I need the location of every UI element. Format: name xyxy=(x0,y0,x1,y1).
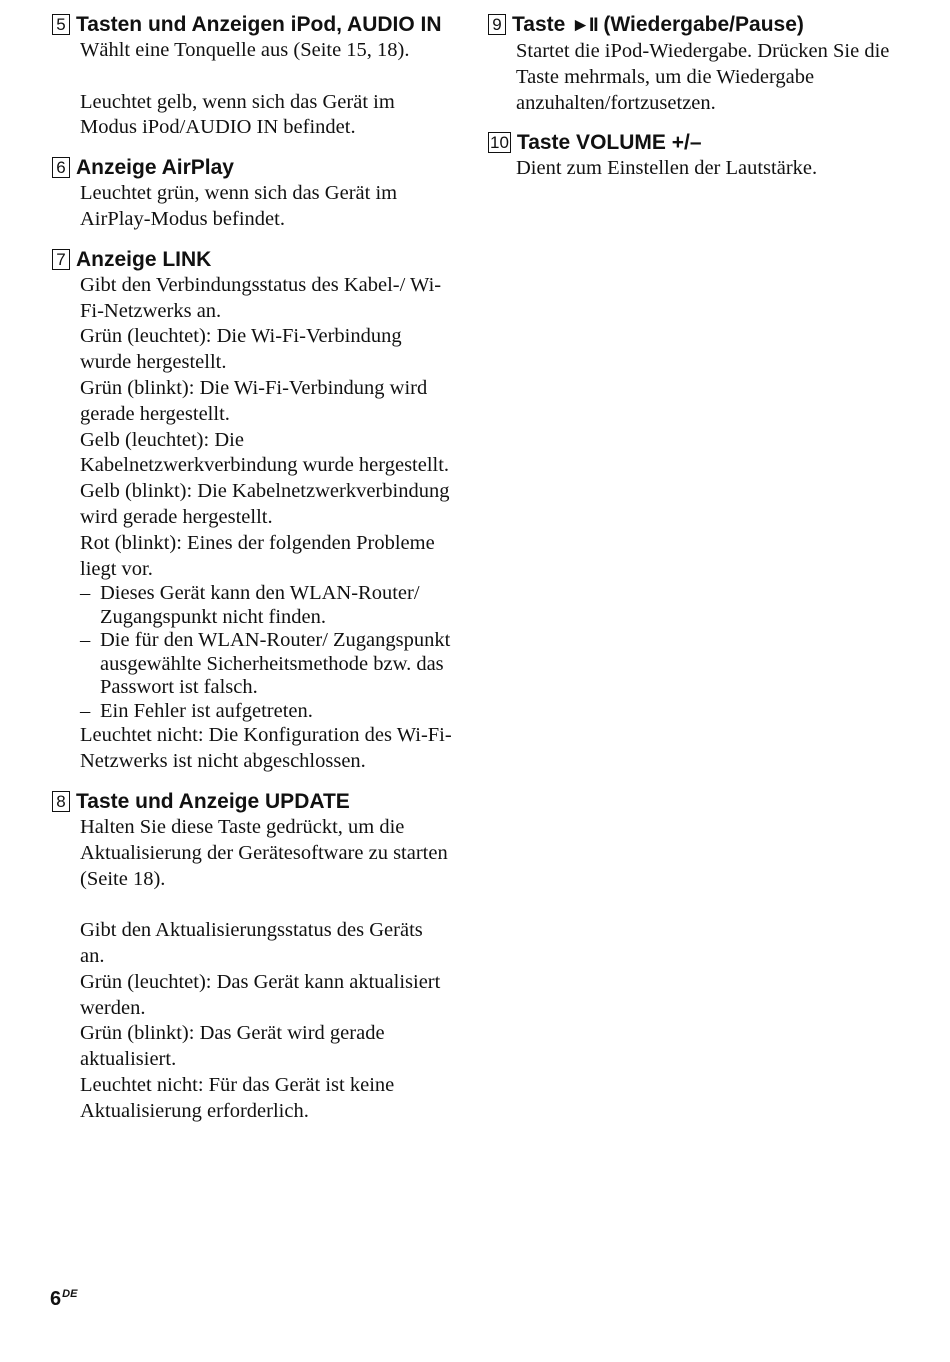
section-title: Taste VOLUME +/– xyxy=(516,131,702,155)
section-body xyxy=(80,815,452,1125)
section-heading xyxy=(488,12,908,39)
list-item: – Dieses Gerät kann den WLAN-Router/ Zugangspunkt nicht finden. xyxy=(80,582,452,629)
paragraph: Startet die iPod-Wiedergabe. Drücken Sie die Taste mehrmals, um die Wiedergabe anzuhalten/fortzusetzen. xyxy=(516,40,890,114)
section-body xyxy=(80,181,452,233)
section-title: Anzeige LINK xyxy=(76,247,212,271)
page-language-suffix: DE xyxy=(62,1288,78,1300)
section-volume xyxy=(488,130,908,182)
status-line: Gibt den Aktualisierungsstatus des Geräts an. xyxy=(80,919,423,967)
item-number-badge: 9 xyxy=(488,14,506,35)
section-heading xyxy=(52,155,452,181)
status-line: Grün (leuchtet): Das Gerät kann aktualisiert werden. xyxy=(80,970,441,1019)
item-number-badge: 6 xyxy=(52,157,70,178)
section-title: Taste und Anzeige UPDATE xyxy=(76,789,350,813)
item-number-badge: 10 xyxy=(490,133,509,153)
section-ipod-audio-in xyxy=(52,12,452,141)
status-line: Grün (blinkt): Die Wi-Fi-Verbindung wird gerade hergestellt. xyxy=(80,376,428,425)
page-number-value: 6 xyxy=(50,1288,62,1310)
section-title: Tasten und Anzeigen iPod, AUDIO IN xyxy=(76,13,442,36)
item-number-badge: 7 xyxy=(52,249,70,270)
right-column xyxy=(488,12,908,196)
paragraph: Leuchtet grün, wenn sich das Gerät im AirPlay-Modus befindet. xyxy=(80,182,398,230)
status-line: Gelb (blinkt): Die Kabelnetzwerkverbindung wird gerade hergestellt. xyxy=(80,480,450,528)
status-line: Leuchtet nicht: Für das Gerät ist keine Aktualisierung erforderlich. xyxy=(80,1073,395,1122)
section-heading xyxy=(488,130,908,156)
item-number-badge: 8 xyxy=(52,791,70,812)
page-number xyxy=(50,1288,77,1311)
status-line: Grün (leuchtet): Die Wi-Fi-Verbindung wurde hergestellt. xyxy=(80,325,402,374)
section-link xyxy=(52,247,452,775)
list-item: – Ein Fehler ist aufgetreten. xyxy=(80,700,452,724)
status-line: Gibt den Verbindungsstatus des Kabel-/ Wi-Fi-Netzwerks an. xyxy=(80,273,442,322)
section-airplay xyxy=(52,155,452,233)
status-line: Rot (blinkt): Eines der folgenden Probleme liegt vor. xyxy=(80,531,435,580)
problem-list xyxy=(80,582,452,723)
section-body xyxy=(80,38,452,141)
section-body xyxy=(516,39,908,116)
paragraph: Wählt eine Tonquelle aus (Seite 15, 18). xyxy=(80,39,410,61)
section-heading xyxy=(52,789,452,815)
status-line: Leuchtet nicht: Die Konfiguration des Wi-Fi-Netzwerks ist nicht abgeschlossen. xyxy=(80,724,452,773)
section-heading xyxy=(52,12,452,38)
section-update xyxy=(52,789,452,1125)
paragraph: Leuchtet gelb, wenn sich das Gerät im Modus iPod/AUDIO IN befindet. xyxy=(80,90,395,139)
play-pause-icon: ►II xyxy=(571,15,598,36)
title-suffix: (Wiedergabe/Pause) xyxy=(597,13,804,36)
section-body xyxy=(80,273,452,775)
status-line: Gelb (leuchtet): Die Kabelnetzwerkverbindung wurde hergestellt. xyxy=(80,428,450,477)
left-column xyxy=(52,12,452,1139)
title-prefix: Taste xyxy=(512,13,572,36)
paragraph: Halten Sie diese Taste gedrückt, um die Aktualisierung der Gerätesoftware zu starten (Seite 18). xyxy=(80,815,448,890)
section-heading xyxy=(52,247,452,273)
section-play-pause xyxy=(488,12,908,116)
section-body xyxy=(516,156,908,182)
item-number-badge: 5 xyxy=(52,14,70,35)
section-title: Anzeige AirPlay xyxy=(76,156,234,180)
status-line: Grün (blinkt): Das Gerät wird gerade aktualisiert. xyxy=(80,1022,385,1071)
paragraph: Dient zum Einstellen der Lautstärke. xyxy=(516,157,818,180)
list-item: – Die für den WLAN-Router/ Zugangspunkt ausgewählte Sicherheitsmethode bzw. das Passwort ist falsch. xyxy=(80,629,452,700)
section-title xyxy=(512,12,908,39)
